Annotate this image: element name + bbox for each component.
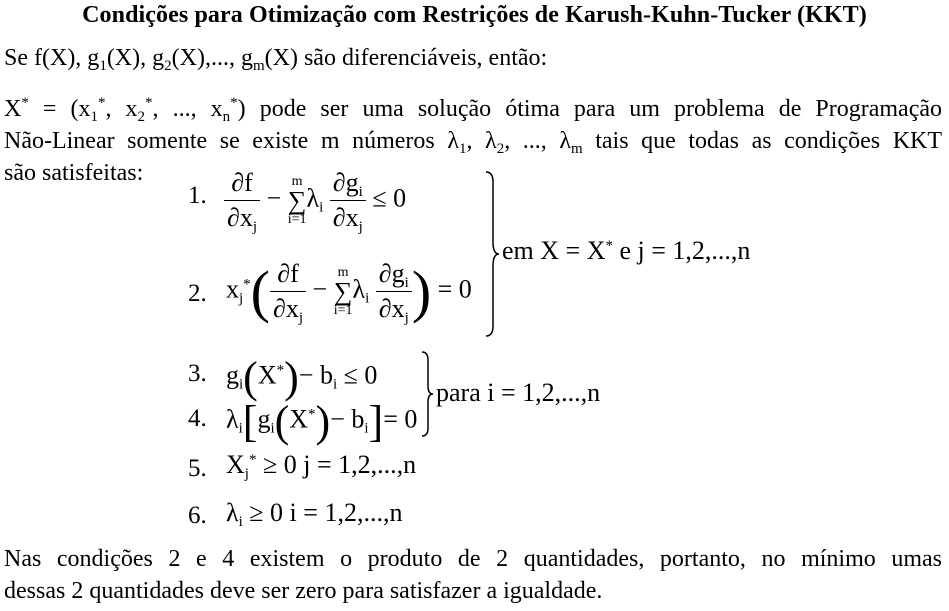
statement-line-3: são satisfeitas: — [4, 160, 144, 186]
condition-3-number: 3. — [188, 360, 207, 387]
brace-conditions-1-2 — [484, 170, 500, 338]
condition-1-number: 1. — [188, 182, 207, 209]
condition-6-number: 6. — [188, 502, 207, 529]
condition-4-formula: $\lambda_i[g_i(X^*)- b_i]= 0$ — [226, 397, 418, 446]
condition-4-number: 4. — [188, 405, 207, 432]
statement-line-1: $X^* = (x_1^*$, $x_2^*$, ..., $x_n^*$) pode ser uma solução ótima para um problema de Programação — [4, 95, 943, 125]
condition-3-formula: $g_i(X^*)- b_i \le 0$ — [226, 353, 378, 402]
range-conditions-3-4: para i = 1,2,...,n — [436, 378, 601, 407]
condition-2-number: 2. — [188, 280, 207, 307]
page-title: Condições para Otimização com Restrições de Karush-Kuhn-Tucker (KKT) — [82, 2, 867, 28]
statement-line-2: Não-Linear somente se existe m números $\lambda_1$, $\lambda_2$, ..., $\lambda_m$ tais que todas as condições KKT — [4, 128, 943, 157]
condition-2-formula: $x_j^*$( $\frac{\partial f}{\partial x_j}$ − m ∑ i=1 $\lambda_i$ $\frac{\partial g_i}{\partial x_j}$ ) = 0 — [226, 259, 472, 326]
condition-6-formula: $\lambda_i \ge 0$ i = 1,2,...,n — [226, 498, 403, 530]
condition-1-formula: $\frac{\partial f}{\partial x_j}$ − m ∑ i=1 $\lambda_i$ $\frac{\partial g_i}{\partial x_j}$ ≤ 0 — [224, 168, 406, 233]
condition-5-formula: $X_j^* \ge 0$ j = 1,2,...,n — [226, 450, 417, 482]
condition-5-number: 5. — [188, 455, 207, 482]
conclusion-line-1: Nas condições 2 e 4 existem o produto de 2 quantidades, portanto, no mínimo umas — [4, 546, 942, 572]
conclusion-line-2: dessas 2 quantidades deve ser zero para satisfazer a igualdade. — [4, 578, 603, 604]
intro-paragraph: Se f(X), $g_1(X)$, $g_2(X)$,..., $g_m(X)$ são diferenciáveis, então: — [4, 45, 548, 74]
range-conditions-1-2: em X = X* e j = 1,2,...,n — [502, 236, 751, 265]
brace-conditions-3-4 — [420, 350, 434, 438]
